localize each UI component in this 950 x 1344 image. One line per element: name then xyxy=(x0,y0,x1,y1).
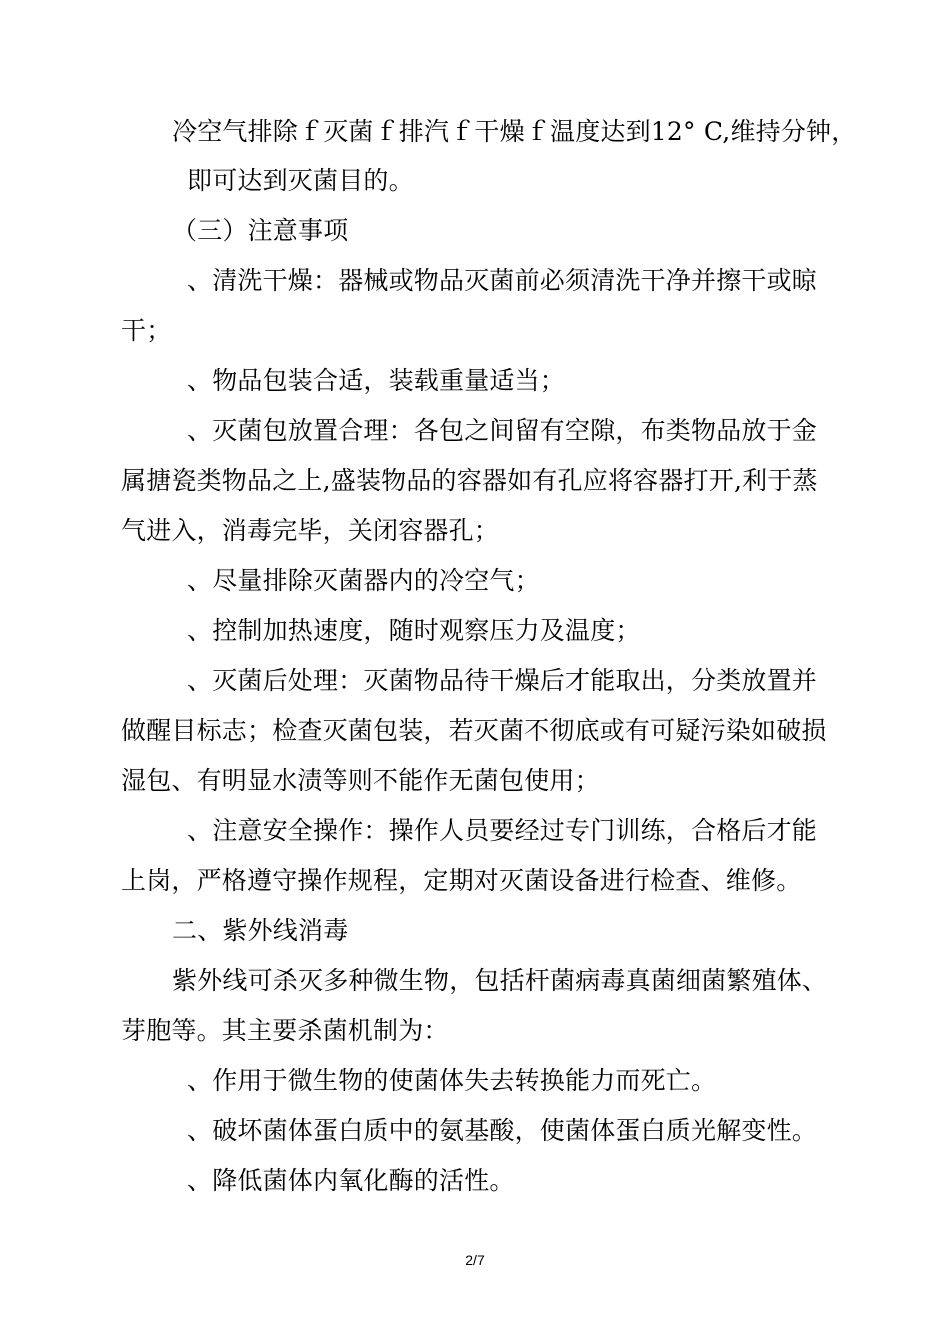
text-line: 、灭菌包放置合理：各包之间留有空隙，布类物品放于金 xyxy=(187,416,818,445)
text-line: 、尽量排除灭菌器内的冷空气； xyxy=(187,566,540,595)
text-line: 芽胞等。其主要杀菌机制为： xyxy=(121,1016,449,1045)
text-line: 、降低菌体内氧化酶的活性。 xyxy=(187,1166,515,1195)
text-line: 、物品包装合适，装载重量适当； xyxy=(187,366,566,395)
page-number: 2/7 xyxy=(465,1252,485,1268)
text-line: 属搪瓷类物品之上,盛装物品的容器如有孔应将容器打开,利于蒸 xyxy=(121,466,818,495)
text-line: 、破坏菌体蛋白质中的氨基酸，使菌体蛋白质光解变性。 xyxy=(187,1116,818,1145)
section-heading: 二、紫外线消毒 xyxy=(172,916,349,945)
text-line: 、灭菌后处理：灭菌物品待干燥后才能取出，分类放置并 xyxy=(187,666,818,695)
text-line: 湿包、有明显水渍等则不能作无菌包使用； xyxy=(121,766,600,795)
text-line: 紫外线可杀灭多种微生物，包括杆菌病毒真菌细菌繁殖体、 xyxy=(172,966,828,995)
text-line: 、作用于微生物的使菌体失去转换能力而死亡。 xyxy=(187,1066,717,1095)
section-heading: （三）注意事项 xyxy=(172,216,349,245)
text-line: 上岗，严格遵守操作规程，定期对灭菌设备进行检查、维修。 xyxy=(121,866,802,895)
text-line: 冷空气排除ｆ灭菌ｆ排汽ｆ干燥ｆ温度达到12° C,维持分钟， xyxy=(172,117,857,146)
text-line: 、控制加热速度，随时观察压力及温度； xyxy=(187,616,641,645)
text-line: 即可达到灭菌目的。 xyxy=(187,166,414,195)
text-line: 气进入，消毒完毕，关闭容器孔； xyxy=(121,516,500,545)
text-line: 做醒目标志；检查灭菌包装，若灭菌不彻底或有可疑污染如破损 xyxy=(121,716,827,745)
text-line: 、注意安全操作：操作人员要经过专门训练，合格后才能 xyxy=(187,816,818,845)
text-line: 干； xyxy=(121,316,172,345)
text-line: 、清洗干燥：器械或物品灭菌前必须清洗干净并擦干或晾 xyxy=(187,266,818,295)
